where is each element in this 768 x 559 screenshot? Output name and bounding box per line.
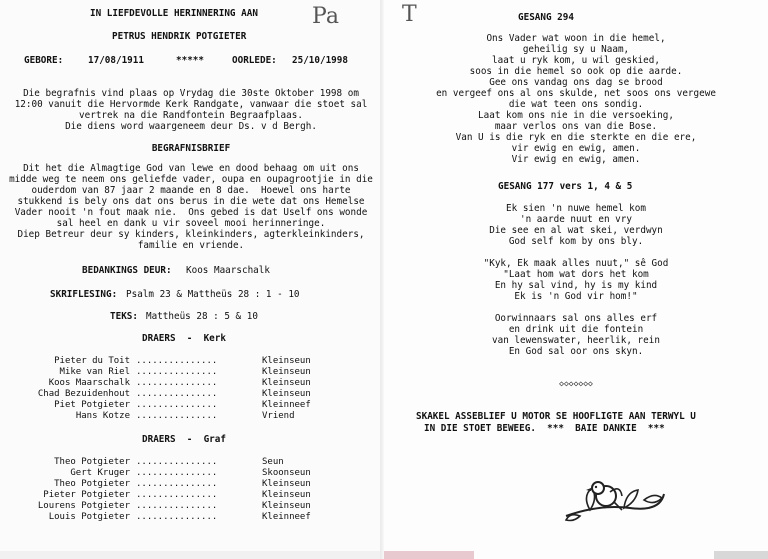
kerk-row <box>0 389 382 400</box>
graf-row <box>0 512 382 523</box>
gesang1-line: en vergeef ons al ons skulde, net soos ons vergewe <box>436 88 716 99</box>
gesang1-line: Laat kom ons nie in die versoeking, <box>478 110 674 121</box>
gesang2-line: Die see en al wat skei, verdwyn <box>489 225 663 236</box>
bearer-name: Lourens Potgieter <box>37 501 130 511</box>
dots: ............... <box>136 468 218 478</box>
gesang2-line: Ek is 'n God vir hom!" <box>514 291 638 302</box>
gesang1-line: vir ewig en ewig, amen. <box>511 143 641 154</box>
teks-label: TEKS: <box>110 311 138 322</box>
bearer-name: Louis Potgieter <box>48 512 130 522</box>
dots: ............... <box>136 479 218 489</box>
handwritten-note-right: T <box>402 2 417 27</box>
bird-branch-icon <box>560 458 670 528</box>
skriflesing-label: SKRIFLESING: <box>50 289 118 300</box>
oorlede-label: OORLEDE: <box>232 55 277 66</box>
skriflesing-value: Psalm 23 & Mattheüs 28 : 1 - 10 <box>126 289 300 300</box>
brief-line-5: Vader nooit 'n fout maak nie. Ons gebed is dat Uself ons wonde <box>14 207 368 218</box>
ornament-divider: ◇◇◇◇◇◇◇ <box>559 379 593 388</box>
gesang2-line: "Kyk, Ek maak alles nuut," sê God <box>483 258 669 269</box>
gesang1-line: die wat teen ons sondig. <box>508 99 644 110</box>
brief-line-8: familie en vriende. <box>137 240 245 251</box>
dots: ............... <box>136 389 218 399</box>
gesang1-line: Van U is die ryk en die sterkte en die ere, <box>455 132 697 143</box>
graf-title: DRAERS - Graf <box>142 434 226 445</box>
gesang1-line: maar verlos ons van die Bose. <box>494 121 658 132</box>
relation: Kleinneef <box>262 400 311 410</box>
relation: Kleinseun <box>262 378 311 388</box>
gesang1-line: geheilig sy u Naam, <box>522 44 630 55</box>
gesang1-title: GESANG 294 <box>518 12 574 23</box>
gesang2-line: En God sal oor ons skyn. <box>508 346 644 357</box>
gesang2-line: En hy sal vind, hy is my kind <box>494 280 658 291</box>
kerk-row <box>0 378 382 389</box>
intro-line-1: Die begrafnis vind plaas op Vrydag die 30ste Oktober 1998 om <box>23 88 359 99</box>
notice-line-1: SKAKEL ASSEBLIEF U MOTOR SE HOOFLIGTE AAN TERWYL U <box>416 411 696 422</box>
death-date: 25/10/1998 <box>292 55 348 66</box>
edge-stripe <box>384 551 474 559</box>
relation: Kleinseun <box>262 367 311 377</box>
kerk-row <box>0 367 382 378</box>
dots: ............... <box>136 411 218 421</box>
teks-value: Mattheüs 28 : 5 & 10 <box>146 311 258 322</box>
dots: ............... <box>136 501 218 511</box>
gesang1-line: Ons Vader wat woon in die hemel, <box>486 33 666 44</box>
bedankings-value: Koos Maarschalk <box>186 265 270 276</box>
dots: ............... <box>136 378 218 388</box>
edge-stripe <box>714 551 768 559</box>
kerk-row <box>0 356 382 367</box>
bearer-name: Mike van Riel <box>59 367 130 377</box>
gesang2-line: 'n aarde nuut en vry <box>520 214 632 225</box>
dots: ............... <box>136 400 218 410</box>
brief-title: BEGRAFNISBRIEF <box>151 143 231 154</box>
bearer-name: Theo Potgieter <box>54 457 130 467</box>
brief-line-1: Dit het die Almagtige God van lewe en dood behaag om uit ons <box>23 163 359 174</box>
bearer-name: Pieter Potgieter <box>43 490 130 500</box>
relation: Kleinseun <box>262 389 311 399</box>
gesang1-line: Gee ons vandag ons dag se brood <box>489 77 663 88</box>
bearer-name: Piet Potgieter <box>54 400 130 410</box>
relation: Kleinneef <box>262 512 311 522</box>
gesang2-line: van lewenswater, heerlik, rein <box>492 335 660 346</box>
kerk-row <box>0 411 382 422</box>
gesang2-line: Ek sien 'n nuwe hemel kom <box>506 203 646 214</box>
memorial-header: IN LIEFDEVOLLE HERINNERING AAN <box>90 8 258 19</box>
relation: Vriend <box>262 411 295 421</box>
dots: ............... <box>136 512 218 522</box>
kerk-title: DRAERS - Kerk <box>142 333 226 344</box>
relation: Seun <box>262 457 284 467</box>
brief-line-4: stukkend is bely ons dat ons berus in die wete dat ons Hemelse <box>17 196 365 207</box>
gesang2-line: God self kom by ons bly. <box>508 236 644 247</box>
graf-row <box>0 479 382 490</box>
stars: ***** <box>176 55 204 66</box>
intro-line-3: vertrek na die Randfontein Begraafplaas. <box>79 110 303 121</box>
gesang1-line: Vir ewig en ewig, amen. <box>511 154 641 165</box>
relation: Kleinseun <box>262 479 311 489</box>
bearer-name: Koos Maarschalk <box>48 378 130 388</box>
notice-line-2: IN DIE STOET BEWEEG. *** BAIE DANKIE *** <box>424 423 665 434</box>
dots: ............... <box>136 356 218 366</box>
bearer-name: Gert Kruger <box>70 468 130 478</box>
brief-line-3: ouderdom van 87 jaar 2 maande en 8 dae. Hoewel ons harte <box>31 185 351 196</box>
relation: Skoonseun <box>262 468 311 478</box>
gesang1-line: soos in die hemel so ook op die aarde. <box>469 66 683 77</box>
handwritten-note-left: Pa <box>312 4 339 29</box>
gesang2-title: GESANG 177 vers 1, 4 & 5 <box>498 181 633 192</box>
left-page <box>0 0 383 559</box>
gesang2-line: en drink uit die fontein <box>508 324 644 335</box>
bearer-name: Pieter du Toit <box>54 356 130 366</box>
relation: Kleinseun <box>262 490 311 500</box>
kerk-row <box>0 400 382 411</box>
intro-line-2: 12:00 vanuit die Hervormde Kerk Randgate, vanwaar die stoet sal <box>14 99 368 110</box>
relation: Kleinseun <box>262 356 311 366</box>
bearer-name: Theo Potgieter <box>54 479 130 489</box>
gesang2-line: Oorwinnaars sal ons alles erf <box>494 313 658 324</box>
graf-row <box>0 468 382 479</box>
dots: ............... <box>136 457 218 467</box>
bearer-name: Chad Bezuidenhout <box>37 389 130 399</box>
page-edge-shadow <box>0 551 382 559</box>
birth-date: 17/08/1911 <box>88 55 144 66</box>
brief-line-7: Diep Betreur deur sy kinders, kleinkinders, agterkleinkinders, <box>17 229 365 240</box>
dots: ............... <box>136 367 218 377</box>
relation: Kleinseun <box>262 501 311 511</box>
deceased-name: PETRUS HENDRIK POTGIETER <box>112 31 247 42</box>
gesang2-line: "Laat hom wat dors het kom <box>503 269 649 280</box>
graf-row <box>0 501 382 512</box>
gesang1-line: laat u ryk kom, u wil geskied, <box>492 55 660 66</box>
brief-line-2: midde weg te neem ons geliefde vader, oupa en oupagrootjie in die <box>9 174 373 185</box>
gebore-label: GEBORE: <box>24 55 64 66</box>
graf-row <box>0 490 382 501</box>
intro-line-4: Die diens word waargeneem deur Ds. v d Bergh. <box>65 121 317 132</box>
bedankings-label: BEDANKINGS DEUR: <box>82 265 172 276</box>
graf-row <box>0 457 382 468</box>
bearer-name: Hans Kotze <box>75 411 130 421</box>
brief-line-6: sal heel en dank u vir soveel mooi herinneringe. <box>56 218 326 229</box>
dots: ............... <box>136 490 218 500</box>
